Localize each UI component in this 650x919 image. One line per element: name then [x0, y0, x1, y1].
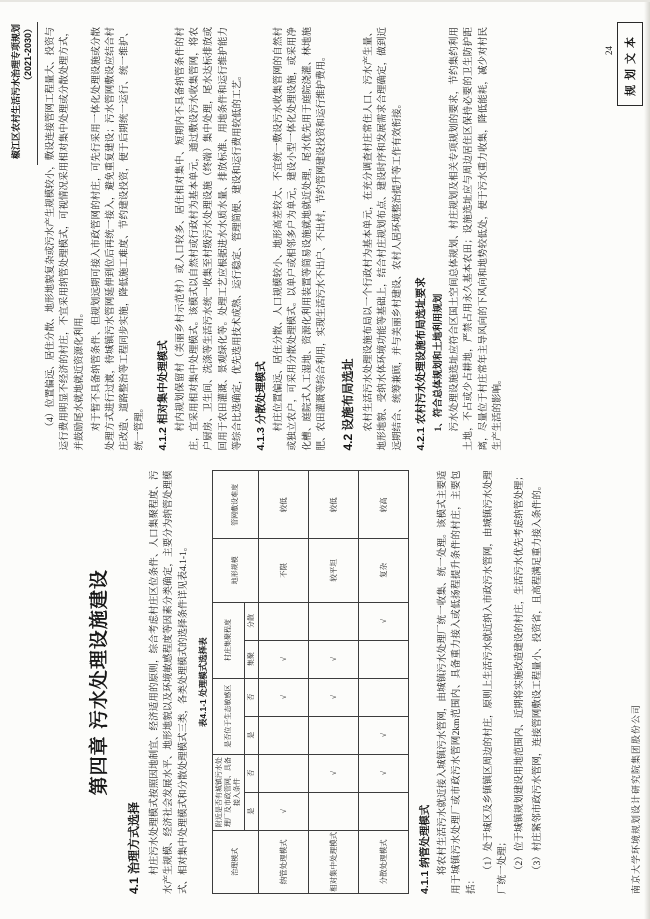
table-header-row [212, 471, 244, 894]
table-cell [309, 602, 359, 640]
table-header-cell: 分散 [245, 602, 259, 640]
table-cell [259, 602, 309, 640]
table-cell [359, 792, 409, 830]
table-cell: 不限 [259, 539, 309, 602]
table-cell [309, 716, 359, 754]
table-cell: 较平坦 [309, 539, 359, 602]
table-cell [359, 640, 409, 678]
section-4-1-1-title: 4.1.1 纳管处理模式 [419, 804, 432, 894]
section-4-1-2-paragraph: 村内规划保留村（美丽乡村示范村）或人口较多、居住相对集中、短期内不具备纳管条件的村庄，宜采用相对集中处理模式。该模式以自然村或行政村为基本单元，通过敷设污水收集管网，将农户厨房、卫生间、洗涤等生活污水统一收集至村级污水处理设施（终端）集中处理，尾水达标排放或回用于农田灌溉、景观绿化等。处理工艺应根据进水水质水量、排放标准、用地条件和运行维护能力等综合比选确定，优先选用技术成熟、运行稳定、管理简便、建设和运行费用较低的工艺。 [175, 27, 243, 451]
table-header-cell: 治理模式 [212, 830, 258, 893]
table-header-cell: 是 [245, 792, 259, 830]
left-column [44, 471, 620, 895]
table-header-cell: 集聚 [245, 640, 259, 678]
section-4-1-1-paragraph: 对于暂不具备纳管条件、但规划远期可接入市政管网的村庄，可先行采用一体化处理设施或分散处理方式进行过渡，待城镇污水管网延伸到位后再统一接入，避免重复建设；污水管网敷设应结合村庄改造、道路整治等工程同步实施，降低施工难度、节约建设投资，便于后期统一运行、统一维护、统一管理。 [91, 27, 145, 451]
table-cell [309, 792, 359, 830]
page-number: 24 [604, 46, 614, 55]
section-4-2-title: 4.2 设施布局选址 [341, 358, 355, 451]
table-cell: √ [309, 678, 359, 716]
section-4-1-1-intro: 将农村生活污水就近接入城镇污水管网，由城镇污水处理厂统一收集、统一处理。该模式主要适用于城镇污水处理厂或市政污水管网2km范围内、具备重力接入或低扬程提升条件的村庄，主要包括： [438, 470, 477, 894]
plan-title-line1: 椒江区农村生活污水治理专项规划 [11, 24, 21, 160]
table-header-cell: 地形规模 [212, 539, 258, 602]
plan-title-line2: （2021-2030） [23, 24, 34, 86]
table-cell: √ [309, 640, 359, 678]
table-cell: 较高 [359, 471, 409, 539]
table-cell [259, 716, 309, 754]
table-header-cell: 附近是否有城镇污水处理厂及市政管网、具备接入条件 [212, 754, 244, 830]
list-item-3: （3）村庄紧邻市政污水管网，连接管网敷设工程量小、投资省，且高程满足重力接入条件的。 [532, 480, 543, 875]
mode-selection-table [212, 471, 409, 895]
right-column [44, 27, 620, 451]
table-cell: √ [309, 754, 359, 792]
table-row [359, 471, 409, 894]
section-4-2-1-paragraph: 污水处理设施选址应符合区国土空间总体规划、村庄规划及相关专项规划的要求，节约集约利用土地，不占或少占耕地，严禁占用永久基本农田；设施选址应与周边居住区保持必要的卫生防护距离，尽量位于村庄常年主导风向的下风向和地势较低处，便于污水重力收集，降低能耗，减少对村民生产生活的影响。 [450, 27, 503, 451]
table-cell: √ [259, 678, 309, 716]
page-content [44, 27, 620, 894]
section-4-1-3-title: 4.1.3 分散处理模式 [255, 361, 267, 451]
chapter-title: 第四章 污水处理设施建设 [89, 569, 110, 796]
table-row-label: 分散处理模式 [359, 830, 409, 893]
table-header-cell: 是否位于生态敏感区 [212, 678, 244, 754]
table-head [212, 471, 258, 894]
section-4-1-paragraph: 村庄污水处理模式按照因地制宜、经济适用的原则，综合考虑村庄区位条件、人口集聚程度、污水产生规模、经济社会发展水平、地形地貌以及环境敏感程度等因素分类确定，主要分为纳管处理模式、相对集中处理模式和分散处理模式三类，各类处理模式的选择条件详见表4.1-1。 [150, 470, 189, 894]
table-caption: 表4.1-1 处理模式选择表 [197, 637, 208, 728]
list-item-4: （4）位置偏远、居住分散、地形地貌复杂或污水产生规模较小，敷设连接管网工程量大、投资与运行费用明显不经济的村庄，不宜采用纳管处理模式，可视情况采用相对集中处理或分散处理方式，并鼓励尾水就地就近资源化利用。 [46, 27, 85, 451]
section-4-1-title: 4.1 治理方式选择 [127, 801, 141, 894]
table-row-label: 纳管处理模式 [259, 830, 309, 893]
section-4-2-paragraph: 农村生活污水处理设施布局以一个行政村为基本单元，在充分调查村庄常住人口、污水产生量、地形地貌、受纳水体环境功能等基础上，结合村庄规划布点、建设时序和发展需求合理确定，做到近远期结合、统筹兼顾，并与美丽乡村建设、农村人居环境整治提升等工作有效衔接。 [364, 27, 403, 451]
table-cell [359, 678, 409, 716]
table-cell: √ [359, 602, 409, 640]
table-cell: √ [359, 754, 409, 792]
table-header-cell: 否 [245, 754, 259, 792]
section-4-1-2-title: 4.1.2 相对集中处理模式 [156, 340, 169, 451]
section-4-1-3-paragraph: 村庄位置偏远、居住分散、人口规模较小、地形高差较大、不宜统一敷设污水收集管网的自然村或独立农户，可采用分散处理模式。以单户或相邻多户为单元，建设小型一体化处理设施，或采用净化槽、庭院式人工湿地、资源化利用装置等简易设施就地就近处理，尾水优先用于庭院浇灌、林地施肥、农田灌溉等综合利用，实现生活污水不出户、不出村，节约管网建设投资和运行维护费用。 [274, 27, 327, 451]
table-cell: √ [259, 792, 309, 830]
table-cell: 复杂 [359, 539, 409, 602]
doc-type-box: 规划文本 [617, 22, 643, 106]
table-row [309, 471, 359, 894]
table-header-cell: 管网敷设难度 [212, 471, 258, 539]
section-4-2-1-title: 4.2.1 农村污水处理设施布局选址要求 [414, 277, 427, 451]
table-cell [259, 754, 309, 792]
page-header [10, 22, 38, 165]
footer-company: 南京大学环境规划设计研究院集团股份公司 [631, 703, 641, 894]
table-cell: 较低 [259, 471, 309, 539]
list-item-1: （1）处于城区及乡镇镇区周边的村庄，原则上生活污水就近纳入市政污水管网，由城镇污水处理厂统一处理； [483, 470, 509, 894]
scan-edge-shadow [644, 2, 650, 919]
table-header-cell: 村庄集聚程度 [212, 602, 244, 678]
table-header-cell: 否 [245, 678, 259, 716]
list-item-2: （2）位于城镇规划建设用地范围内、近期将实施改造建设的村庄，生活污水优先考虑纳管处理； [515, 471, 526, 875]
table-cell: √ [359, 716, 409, 754]
section-4-2-1-subheading: 1、符合总体规划和土地利用规划 [433, 293, 444, 432]
table-cell: √ [259, 640, 309, 678]
table-row [259, 471, 309, 894]
table-body [259, 471, 409, 894]
table-cell: 较低 [309, 471, 359, 539]
table-row-label: 相对集中处理模式 [309, 830, 359, 893]
table-header-cell: 是 [245, 716, 259, 754]
